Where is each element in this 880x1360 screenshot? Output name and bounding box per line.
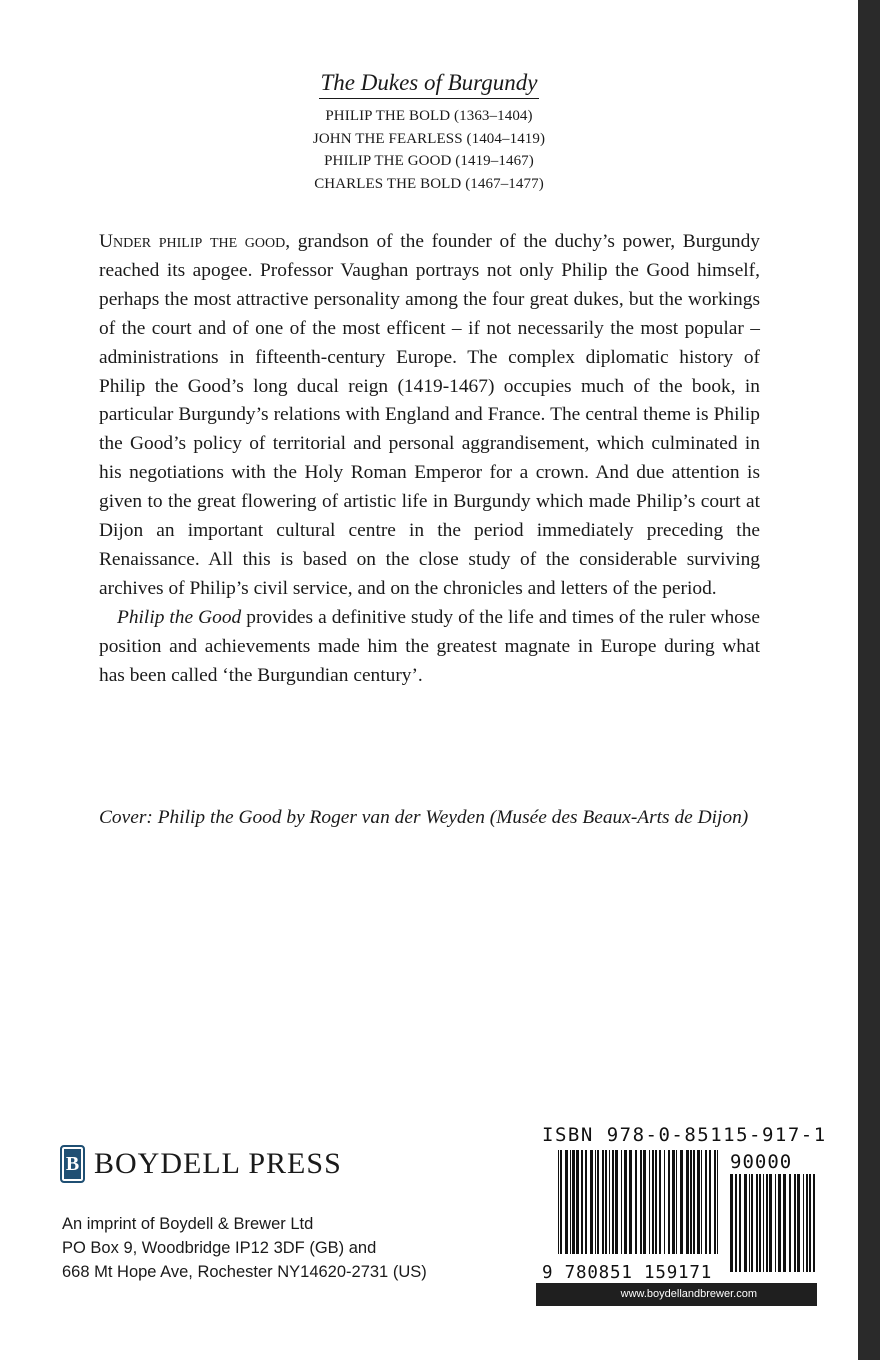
barcode-bar [717, 1150, 718, 1272]
barcode-bar [714, 1150, 716, 1272]
barcode-bar [605, 1150, 607, 1272]
barcode-bar [763, 1174, 764, 1272]
barcode-bar [690, 1150, 692, 1272]
address-line: 668 Mt Hope Ave, Rochester NY14620-2731 (US) [62, 1263, 427, 1281]
barcode-bar [624, 1150, 627, 1272]
barcode-bar [597, 1150, 599, 1272]
barcode-bar [612, 1150, 614, 1272]
address-line: PO Box 9, Woodbridge IP12 3DF (GB) and [62, 1239, 377, 1257]
barcode-bar [766, 1174, 768, 1272]
barcode-bar [809, 1174, 811, 1272]
spine-edge [858, 0, 880, 1360]
barcode-bar [652, 1150, 654, 1272]
series-title: The Dukes of Burgundy [319, 68, 540, 99]
barcode-bar [693, 1150, 695, 1272]
barcode-bar [621, 1150, 622, 1272]
cover-credit: Cover: Philip the Good by Roger van der Weyden (Musée des Beaux-Arts de Dijon) [99, 807, 749, 828]
duke-item: CHARLES THE BOLD (1467–1477) [314, 175, 544, 192]
publisher-name: BOYDELL PRESS [94, 1147, 342, 1180]
barcode-bar [629, 1150, 632, 1272]
barcode-bar [615, 1150, 618, 1272]
duke-item: PHILIP THE BOLD (1363–1404) [325, 108, 533, 124]
barcode-bar [759, 1174, 761, 1272]
barcode-bar [576, 1150, 579, 1272]
barcode-bar [686, 1150, 689, 1272]
barcode-bar [649, 1150, 650, 1272]
barcode-bar [595, 1150, 596, 1272]
barcode-bar [643, 1150, 646, 1272]
barcode-bar [590, 1150, 593, 1272]
boydell-logo-icon: B [60, 1145, 85, 1183]
barcode-bar [730, 1174, 733, 1272]
barcode-bar [735, 1174, 737, 1272]
barcode-bar [635, 1150, 637, 1272]
blurb-paragraph-2-text: provides a definitive study of the life and times of the ruler whose position and achievements made him the greatest magnate in Europe during what has been called ‘the Burgundian century’. [99, 606, 760, 686]
barcode-bar [602, 1150, 604, 1272]
website-url[interactable]: www.boydellandbrewer.com [536, 1283, 817, 1306]
barcode-bar [560, 1150, 562, 1272]
barcode-bar [744, 1174, 747, 1272]
barcode-bar [751, 1174, 753, 1272]
barcode-bar [668, 1150, 670, 1272]
book-title: Philip the Good [117, 606, 242, 628]
blurb-paragraph-2 [99, 604, 760, 691]
barcode-bar [585, 1150, 587, 1272]
barcode-bar [797, 1174, 800, 1272]
barcode-bar [789, 1174, 791, 1272]
publisher-logo-block [60, 1142, 342, 1186]
barcode-bar [794, 1174, 796, 1272]
duke-item: PHILIP THE GOOD (1419–1467) [324, 153, 534, 169]
barcode-bar [709, 1150, 711, 1272]
barcode-bar [756, 1174, 758, 1272]
barcode-bar [783, 1174, 786, 1272]
barcode-bar [680, 1150, 683, 1272]
barcode-bar [558, 1150, 559, 1272]
barcode-bar [572, 1150, 575, 1272]
barcode-bar [664, 1150, 665, 1272]
barcode-bar [778, 1174, 781, 1272]
barcode [540, 1148, 818, 1284]
duke-item: JOHN THE FEARLESS (1404–1419) [312, 130, 546, 147]
barcode-bar [672, 1150, 675, 1272]
blurb-paragraph-1-text: , grandson of the founder of the duchy’s power, Burgundy reached its apogee. Professor Vaughan portrays not only Philip the Good himself, perhaps the most attractive personality among the four great dukes, but the workings of the court and of one of the most efficent – if not necessarily the most popular – administrations in fifteenth-century Europe. The complex diplomatic history of Philip the Good’s long ducal reign (1419-1467) occupies much of the book, in particular Burgundy’s relations with England and France. The central theme is Philip the Good’s policy of territorial and personal aggrandisement, which culminated in his negotiations with the Holy Roman Emperor for a crown. And due attention is given to the great flowering of artistic life in Burgundy which made Philip’s court at Dijon an important cultural centre in the period immediately preceding the Renaissance. All this is based on the close study of the considerable surviving archives of Philip’s civil service, and on the chronicles and letters of the period. [99, 231, 760, 599]
publisher-address [62, 1212, 427, 1284]
barcode-bar [676, 1150, 677, 1272]
barcode-bar [806, 1174, 808, 1272]
barcode-bar [609, 1150, 610, 1272]
address-line: An imprint of Boydell & Brewer Ltd [62, 1215, 314, 1233]
ean-digits: 9 780851 159171 [542, 1263, 713, 1283]
dukes-list [0, 105, 858, 195]
barcode-bar [705, 1150, 707, 1272]
barcode-bar [803, 1174, 804, 1272]
barcode-bar [565, 1150, 568, 1272]
barcode-bar [813, 1174, 815, 1272]
barcode-bar [581, 1150, 583, 1272]
blurb-paragraph-1 [99, 228, 760, 604]
barcode-bar [659, 1150, 661, 1272]
barcode-bar [739, 1174, 741, 1272]
blurb-lead-in: Under philip the good [99, 231, 286, 252]
series-block [0, 68, 858, 195]
barcode-bar [775, 1174, 776, 1272]
barcode-bar [701, 1150, 702, 1272]
price-code: 90000 [730, 1151, 793, 1173]
barcode-bar [640, 1150, 642, 1272]
barcode-bar [697, 1150, 700, 1272]
isbn-label: ISBN 978-0-85115-917-1 [542, 1124, 827, 1146]
barcode-bar [769, 1174, 772, 1272]
barcode-bar [655, 1150, 657, 1272]
blurb [99, 228, 760, 691]
barcode-bar [749, 1174, 750, 1272]
barcode-bar [570, 1150, 571, 1272]
